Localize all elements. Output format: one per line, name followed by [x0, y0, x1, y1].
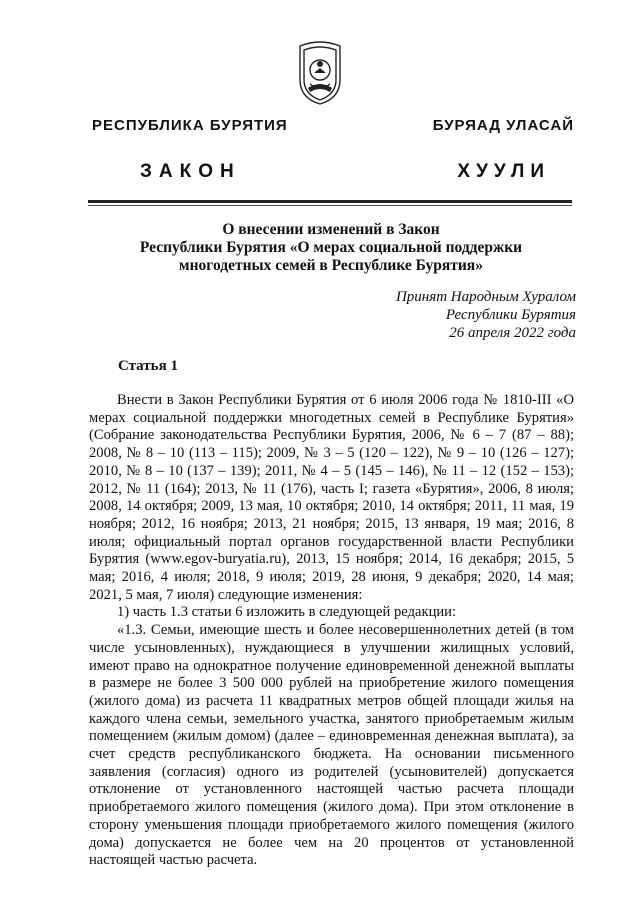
header-divider: [88, 200, 572, 203]
buryatia-emblem-icon: [294, 40, 346, 106]
header-divider-thin: [88, 205, 572, 206]
republic-name-russian: РЕСПУБЛИКА БУРЯТИЯ: [92, 117, 288, 134]
adoption-line: Принят Народным Хуралом: [395, 289, 576, 305]
title-line: О внесении изменений в Закон: [222, 221, 440, 238]
body-paragraph: Внести в Закон Республики Бурятия от 6 июля 2006 года № 1810-III «О мерах социальной поддержки многодетных семей в Республике Бурятия» (Собрание законодательства Республики Бурятия, 2006, № 6 – 7 (87 – 88); 2008, № 8 – 10 (113 – 115); 2009, № 3 – 5 (120 – 122), № 9 – 10 (126 – 127); 2010, № 8 – 10 (137 – 139); 2011, № 4 – 5 (145 – 146), № 11 – 12 (152 – 153); 2012, № 11 (164); 2013, № 11 (176), часть I; газета «Бурятия», 2006, 8 июля; 2008, 14 октября; 2009, 13 мая, 10 октября; 2010, 14 октября; 2011, 11 мая, 19 ноября; 2012, 16 ноября; 2013, 21 ноября; 2015, 13 января, 19 мая; 2016, 8 июля; официальный портал органов государственной власти Республики Бурятия (www.egov-buryatia.ru), 2013, 15 ноября; 2014, 16 декабря; 2015, 5 мая; 2016, 4 июля; 2018, 9 июля; 2019, 28 июня, 9 декабря; 2020, 14 мая; 2021, 5 мая, 7 июля) следующие изменения:: [89, 392, 574, 603]
law-label-buryat: ХУУЛИ: [457, 161, 550, 182]
body-paragraph: «1.3. Семьи, имеющие шесть и более несовершеннолетних детей (в том числе усыновленных), нуждающиеся в улучшении жилищных условий, имеют право на однократное получение единовременной денежной выплаты в размере не более 3 500 000 рублей на приобретение жилого помещения (жилого дома) из расчета 11 квадратных метров общей площади жилья на каждого члена семьи, земельного участка, занятого приобретаемым жилым помещением (жилым домом) (далее – единовременная денежная выплата), за счет средств республиканского бюджета. На основании письменного заявления (согласия) одного из родителей (усыновителей) допускается отклонение от установленного настоящей частью расчета площади приобретаемого жилого помещения (жилого дома). При этом отклонение в сторону уменьшения площади приобретаемого жилого помещения (жилого дома) допускается не более чем на 20 процентов от установленной настоящей частью расчета.: [89, 622, 574, 869]
law-label-russian: ЗАКОН: [140, 161, 241, 182]
title-line: Республики Бурятия «О мерах социальной поддержки: [139, 239, 523, 256]
republic-name-buryat: БУРЯАД УЛАСАЙ: [432, 117, 574, 134]
article-body: [89, 392, 574, 870]
adoption-line: Республики Бурятия: [445, 307, 576, 323]
adoption-date: 26 апреля 2022 года: [449, 325, 576, 341]
article-heading: Статья 1: [118, 358, 178, 374]
title-line: многодетных семей в Республике Бурятия»: [179, 257, 483, 274]
adoption-note: [396, 288, 576, 342]
body-paragraph: 1) часть 1.3 статьи 6 изложить в следующей редакции:: [117, 604, 457, 621]
document-title: [90, 221, 572, 275]
